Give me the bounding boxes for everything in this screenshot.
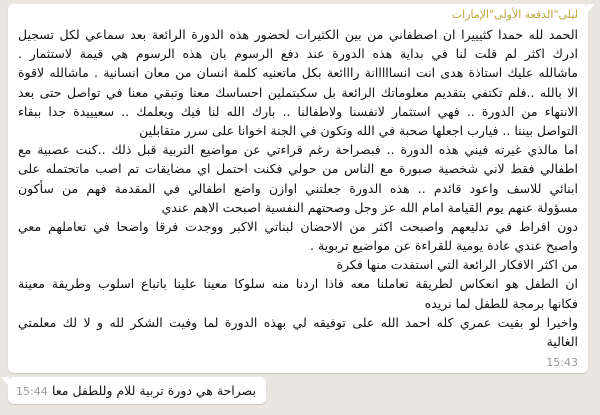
message-line: الانتهاء من الدورة .. فهي استثمار لانفسنا ولاطفالنا .. بارك الله لنا فيك ويعلمك .. سعيييدة جدا ببقاء: [18, 103, 578, 119]
message-line: من اكثر الافكار الرائعة التي استفدت منها فكرة: [336, 257, 578, 273]
message-line: الا بالله ..فلم تكتفي بتقديم معلوماتك الرائعة بل سكبتملين احساسك معنا وتبقي معنا في تواصل حتى بعد: [18, 84, 578, 100]
incoming-message-bubble[interactable]: [8, 4, 588, 373]
message-line: ادرك اكثر لم قلت لنا في بداية هذه الدورة عند دفع الرسوم بان هذه الرسوم هي قيمة لاستثمار .: [18, 46, 578, 62]
message-timestamp: 15:44: [16, 385, 48, 398]
message-line: ماشالله عليك استاذة هدى انت انسااااانة رااائعة بكل ماتعنيه كلمة انسان من معان انسانية . ماشالله لاقوة: [18, 65, 578, 81]
message-line: مسؤولة عنهم يوم القيامة امام الله عز وجل وصحتهم النفسية اصبحت الاهم عندي: [161, 199, 578, 215]
outgoing-message-text: بصراحة هي دورة تربية للام وللطفل معا: [51, 383, 256, 398]
message-body: [18, 25, 578, 351]
message-line: اما مالذي غيرته فيني هذه الدورة .. فبصراحة رغم قراءتي عن مواضيع التربية قبل ذلك ..كنت عصبية مع: [18, 142, 578, 158]
message-line: الحمد لله حمدا كثيييرا ان اصطفاني من بين الكثيرات لحضور هذه الدورة الرائعة بعد سماعي لكل تسجيل: [18, 27, 578, 42]
message-line: ان الطفل هو انعكاس لطريقة تعاملنا معه فاذا اردنا منه سلوكا معينا علينا باتباع اسلوب وطريقة معينة: [18, 276, 578, 292]
message-line: دون افراط في تدليعهم واصبحت اكثر من الاحضان لبناتي الاكبر ووجدت فرقا واضحا في تعاملهم معي: [18, 218, 578, 234]
message-line: الغالية: [546, 334, 578, 349]
message-line: ابنائي للاسف واعود قائدم .. هذه الدورة جعلتني اوازن واضع اطفالي في المقدمة فهم من سأكون: [18, 180, 578, 196]
outgoing-message-bubble[interactable]: [8, 377, 266, 404]
message-line: واصبح عندي عادة يومية للقراءة عن مواضيع تربوية .: [310, 238, 578, 254]
message-timestamp: 15:43: [546, 356, 578, 369]
sender-name[interactable]: ليلى"الدفعة الأولى"الإمارات: [451, 8, 578, 21]
message-line: اطفالي فقط لاني شخصية صبورة مع الناس من حولي فكنت احتمل اي مضايقات تم اصب ماتحتمله على: [18, 161, 578, 177]
message-line: التواصل بيننا .. فيارب اجعلها صحبة في الله وتكون في الجنة اخوانا على سرر متقابلين: [139, 122, 578, 138]
message-line: فكانها برمجة للطفل لما نريده: [424, 295, 578, 311]
message-line: واخيرا لو بقيت عمري كله احمد الله على توفيقه لي بهذه الدورة لما وفيت الشكر لله و لا لك معلمتي: [18, 314, 578, 330]
